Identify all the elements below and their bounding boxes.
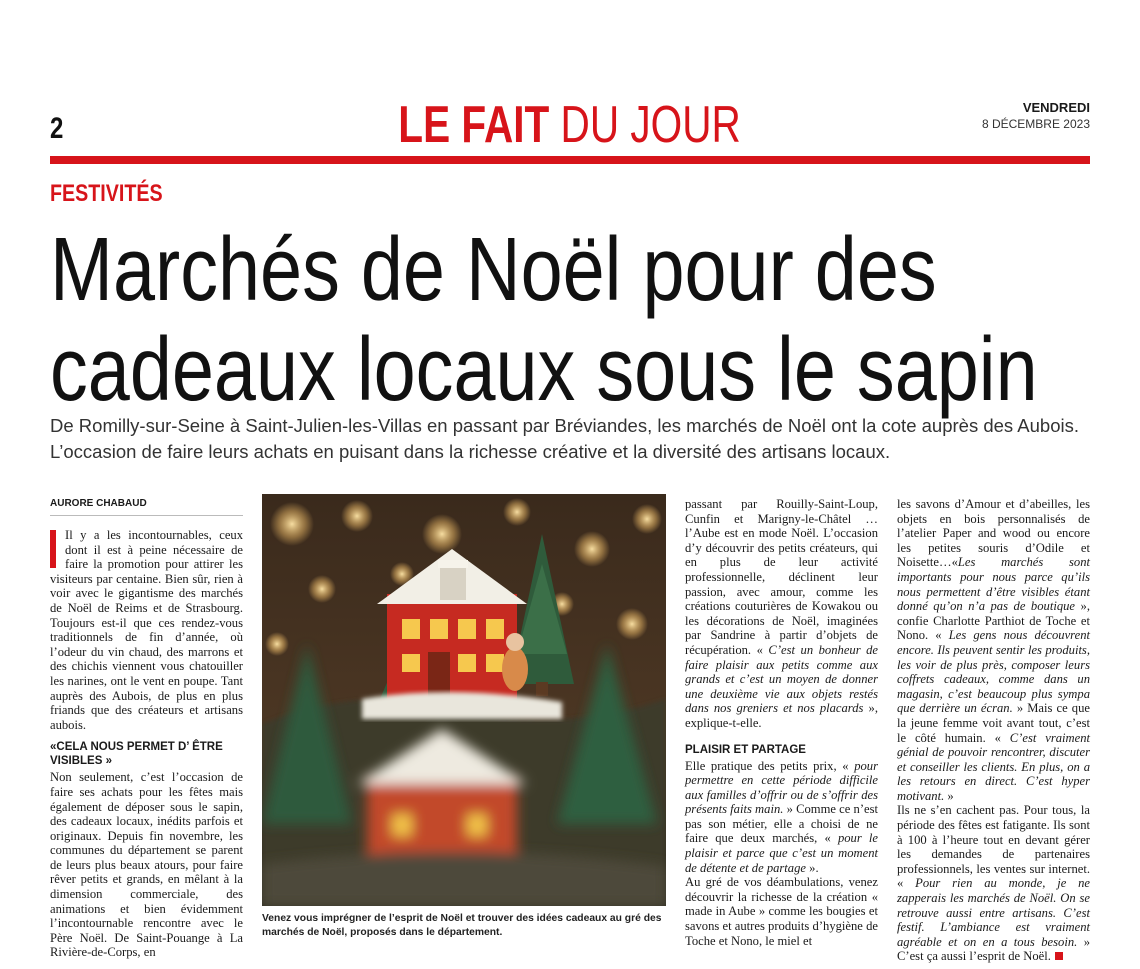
end-of-article-icon xyxy=(1055,952,1063,960)
paragraph-text: Ils ne s’en cachent pas. Pour tous, la période des fêtes est fatigante. Ils sont à 100 à l’heure tout en devant gérer les demandes de partenaires professionnels, les ventes sur internet. « xyxy=(897,803,1090,891)
section-title-light: DU JOUR xyxy=(560,96,742,154)
paragraph-text: » xyxy=(947,788,954,803)
body-paragraph xyxy=(897,497,1090,803)
headline-line-2: cadeaux locaux sous le sapin xyxy=(50,320,1038,420)
paragraph-text: », explique-t-elle. xyxy=(685,701,878,730)
paragraph-text: » Mais ce que la jeune femme voit avant tout, c’est le côté humain. « xyxy=(897,701,1090,745)
dateline-day: VENDREDI xyxy=(1022,100,1090,115)
dateline xyxy=(982,100,1090,132)
headline-line-1: Marchés de Noël pour des xyxy=(50,220,937,320)
paragraph-text: », confie Charlotte Parthiot de Toche et Nono. « xyxy=(897,599,1090,643)
photo-caption: Venez vous imprégner de l’esprit de Noël et trouver des idées cadeaux au gré des marchés de Noël, proposés dans le département. xyxy=(262,913,662,938)
quote: C’est un bonheur de faire plaisir aux petits comme aux grands et c’est un moyen de donner une deuxième vie aux objets restés dans nos greniers et nos placards xyxy=(685,642,879,716)
body-paragraph xyxy=(897,803,1090,964)
paragraph-text: » Comme ce n’est pas son métier, elle a choisi de ne faire que deux marchés, « xyxy=(685,802,878,846)
quote: Pour rien au monde, je ne zapperais les marchés de Noël. On se retrouve aussi entre artisans. C’est festif. L’ambiance est vraiment agréable et on en a tous besoin. xyxy=(897,876,1090,949)
standfirst xyxy=(50,413,1090,465)
body-paragraph: Au gré de vos déambulations, venez découvrir la richesse de la création « made in Aube » comme les bougies et savons et autres produits d’hygiène de Toche et Nono, le miel et xyxy=(685,875,878,948)
paragraph-text: Elle pratique des petits prix, « xyxy=(685,758,849,773)
body-paragraph xyxy=(685,759,878,876)
paragraph-text: Il y a les incontournables, ceux dont il est à peine nécessaire de faire la promotion pour attirer les visiteurs par centaine. Bien sûr, rien à voir avec le gigantisme des marchés de Noël de Reims et de Strasbourg. Toujours est-il que ces rendez-vous traditionnels de fin d’année, où l’odeur du vin chaud, des marrons et des chichis viennent vous chatouiller les narines, ont le vent en poupe. Tant auprès des Aubois, de plus en plus friands que des créateurs et artisans aubois. xyxy=(50,528,243,732)
article-column-1 xyxy=(50,497,243,960)
standfirst-line-1: De Romilly-sur-Seine à Saint-Julien-les-Villas en passant par Bréviandes, les marchés de Noël ont la cote auprès des Aubois. xyxy=(50,415,1079,436)
body-paragraph: Non seulement, c’est l’occasion de faire ses achats pour les fêtes mais également de déposer sous le sapin, des cadeaux locaux, inédits parfois et originaux. Depuis fin novembre, les communes du département se parent de leurs plus beaux atours, pour faire rêver petits et grands, en mêlant à la dimension commerciale, des animations et bien évidemment l’incontournable rencontre avec le Père Noël. De Saint-Pouange à La Rivière-de-Corps, en xyxy=(50,770,243,960)
body-paragraph xyxy=(50,528,243,732)
dateline-date: 8 DÉCEMBRE 2023 xyxy=(981,117,1090,131)
headline xyxy=(50,220,1050,420)
byline: AURORE CHABAUD xyxy=(50,497,243,516)
article-column-3 xyxy=(685,497,878,948)
quote: Les gens nous découvrent encore. Ils peuvent sentir les produits, les voir de plus près, composer leurs coffrets cadeaux, comme dans un magasin, c’est beaucoup plus sympa que derrière un écran. xyxy=(897,628,1090,716)
standfirst-line-2: L’occasion de faire leurs achats en puisant dans la richesse créative et la diversité des artisans locaux. xyxy=(50,441,891,462)
quote: Les marchés sont importants pour nous parce qu’ils nous permettent d’être visibles étant donné qu’on n’a pas de boutique xyxy=(897,555,1090,614)
quote: pour permettre en cette période difficile aux familles d’offrir ou de s’offrir des présents faits main. xyxy=(685,758,878,817)
quote: pour le plaisir et parce que c’est un moment de détente et de partage xyxy=(685,831,878,875)
drop-cap xyxy=(50,530,56,568)
paragraph-text: passant par Rouilly-Saint-Loup, Cunfin et Marigny-le-Châtel …l’Aube est en mode Noël. L’occasion d’y découvrir des petits créateurs, qui en plus de leur activité professionnelle, déclinent leur passion, avec amour, comme les créations couturières de Kowakou ou les décorations de Noël, imaginées par Sandrine à partir d’objets de récupération. « xyxy=(685,497,878,657)
quote: C’est vraiment génial de pouvoir rencontrer, discuter et conseiller les clients. En plus, on a les retours en direct. C’est hyper motivant. xyxy=(897,730,1091,803)
kicker: FESTIVITÉS xyxy=(50,180,163,207)
paragraph-text: » C’est ça aussi l’esprit de Noël. xyxy=(897,934,1090,964)
article-column-4 xyxy=(897,497,1090,964)
paragraph-text: les savons d’Amour et d’abeilles, les objets en bois personnalisés de l’atelier Paper and wood ou encore les petites souris d’Odile et Noisette…« xyxy=(897,497,1090,570)
section-title-bold: LE FAIT xyxy=(398,96,550,154)
page-number: 2 xyxy=(50,112,64,145)
subheading: PLAISIR ET PARTAGE xyxy=(685,743,806,756)
photo-christmas-village xyxy=(262,494,666,906)
paragraph-text: ». xyxy=(809,860,819,875)
section-title xyxy=(0,96,1140,154)
christmas-village-photo xyxy=(262,494,666,906)
body-paragraph xyxy=(685,497,878,731)
header-rule xyxy=(50,156,1090,164)
subheading: «CELA NOUS PERMET D’ ÊTRE VISIBLES » xyxy=(50,741,223,768)
